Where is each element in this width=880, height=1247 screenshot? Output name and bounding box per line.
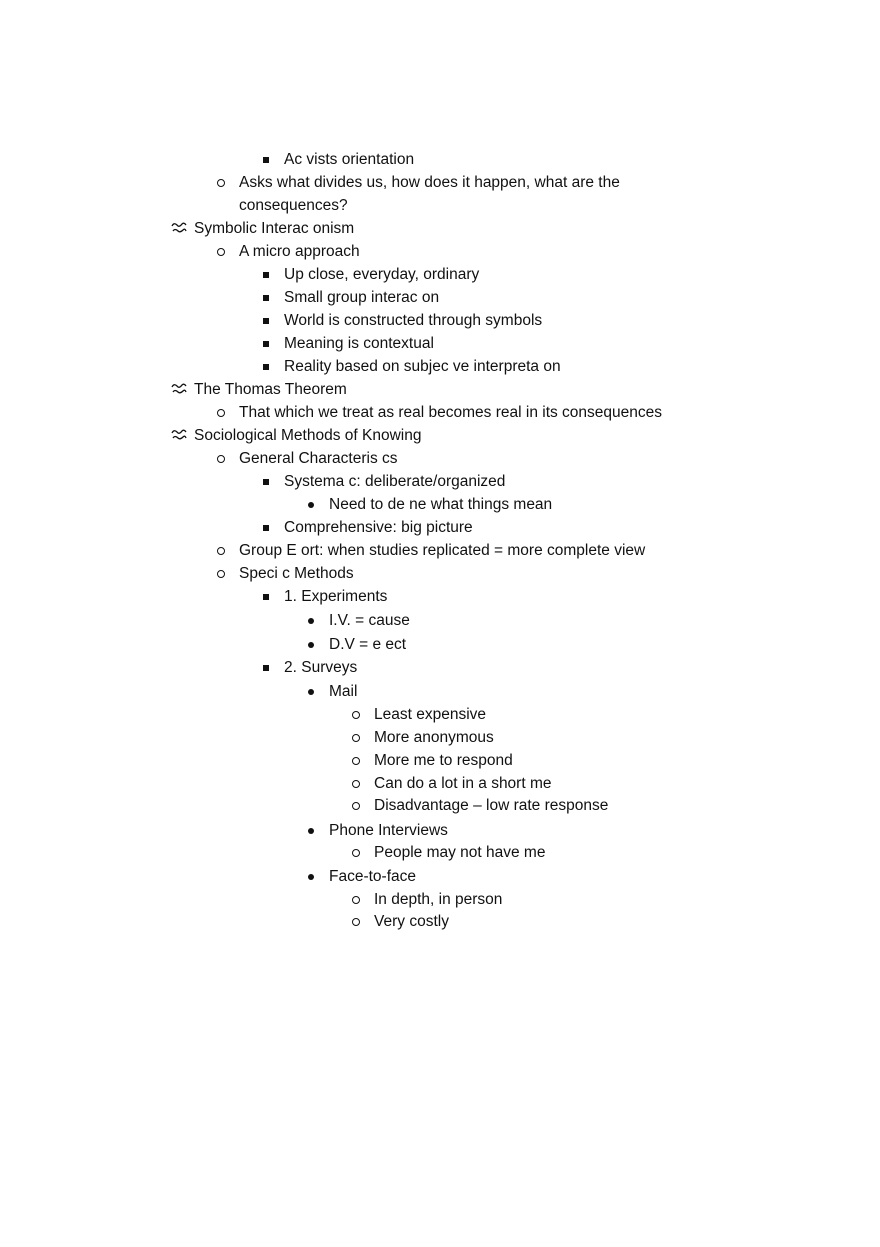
dot-bullet-icon: [303, 611, 319, 631]
ring-bullet-icon: [348, 912, 364, 932]
outline-item: 2. Surveys: [284, 659, 358, 676]
outline-item: World is constructed through symbols: [284, 312, 543, 329]
outline-item: D.V = e ect: [329, 636, 407, 653]
ring-bullet-icon: [348, 728, 364, 748]
outline-item: Asks what divides us, how does it happen, what are the: [239, 174, 620, 191]
ring-bullet-icon: [348, 796, 364, 816]
outline-item: People may not have me: [374, 844, 546, 861]
dot-bullet-icon: [303, 682, 319, 702]
wingding-bullet-icon: [170, 380, 186, 398]
dot-bullet-icon: [303, 495, 319, 515]
outline-item: Very costly: [374, 913, 449, 930]
outline-item: General Characteris cs: [239, 450, 398, 467]
square-bullet-icon: [258, 334, 274, 354]
outline-item: More me to respond: [374, 752, 513, 769]
wingding-bullet-icon: [170, 426, 186, 444]
ring-bullet-icon: [213, 173, 229, 193]
ring-bullet-icon: [348, 751, 364, 771]
outline-item: Disadvantage – low rate response: [374, 797, 609, 814]
outline-item: Mail: [329, 683, 358, 700]
dot-bullet-icon: [303, 867, 319, 887]
ring-bullet-icon: [213, 403, 229, 423]
ring-bullet-icon: [348, 705, 364, 725]
ring-bullet-icon: [213, 449, 229, 469]
outline-item: Need to de ne what things mean: [329, 496, 553, 513]
outline-item: I.V. = cause: [329, 612, 410, 629]
wingding-glyph-icon: [170, 426, 188, 444]
section-heading: Symbolic Interac onism: [194, 220, 355, 237]
outline-item: Least expensive: [374, 706, 487, 723]
outline-item: Ac vists orientation: [284, 151, 415, 168]
outline-item: That which we treat as real becomes real in its consequences: [239, 404, 663, 421]
square-bullet-icon: [258, 658, 274, 678]
square-bullet-icon: [258, 265, 274, 285]
section-heading: Sociological Methods of Knowing: [194, 427, 422, 444]
outline-item: Can do a lot in a short me: [374, 775, 552, 792]
square-bullet-icon: [258, 150, 274, 170]
dot-bullet-icon: [303, 635, 319, 655]
outline-item: Small group interac on: [284, 289, 440, 306]
ring-bullet-icon: [348, 843, 364, 863]
square-bullet-icon: [258, 288, 274, 308]
ring-bullet-icon: [213, 541, 229, 561]
square-bullet-icon: [258, 518, 274, 538]
square-bullet-icon: [258, 311, 274, 331]
outline-item: Meaning is contextual: [284, 335, 434, 352]
square-bullet-icon: [258, 587, 274, 607]
outline-item: Reality based on subjec ve interpreta on: [284, 358, 561, 375]
outline-item: 1. Experiments: [284, 588, 388, 605]
wingding-glyph-icon: [170, 380, 188, 398]
outline-item: Face-to-face: [329, 868, 417, 885]
section-heading: The Thomas Theorem: [194, 381, 347, 398]
square-bullet-icon: [258, 357, 274, 377]
square-bullet-icon: [258, 472, 274, 492]
wingding-bullet-icon: [170, 219, 186, 237]
dot-bullet-icon: [303, 821, 319, 841]
ring-bullet-icon: [348, 774, 364, 794]
outline-item: Systema c: deliberate/organized: [284, 473, 506, 490]
outline-item: Up close, everyday, ordinary: [284, 266, 480, 283]
outline-item-continuation: consequences?: [239, 197, 348, 214]
ring-bullet-icon: [213, 242, 229, 262]
wingding-glyph-icon: [170, 219, 188, 237]
outline-item: Comprehensive: big picture: [284, 519, 473, 536]
outline-item: A micro approach: [239, 243, 360, 260]
outline-item: Speci c Methods: [239, 565, 354, 582]
ring-bullet-icon: [213, 564, 229, 584]
outline-item: More anonymous: [374, 729, 494, 746]
outline-item: Group E ort: when studies replicated = more complete view: [239, 542, 646, 559]
outline-item: In depth, in person: [374, 891, 503, 908]
ring-bullet-icon: [348, 890, 364, 910]
outline-item: Phone Interviews: [329, 822, 448, 839]
